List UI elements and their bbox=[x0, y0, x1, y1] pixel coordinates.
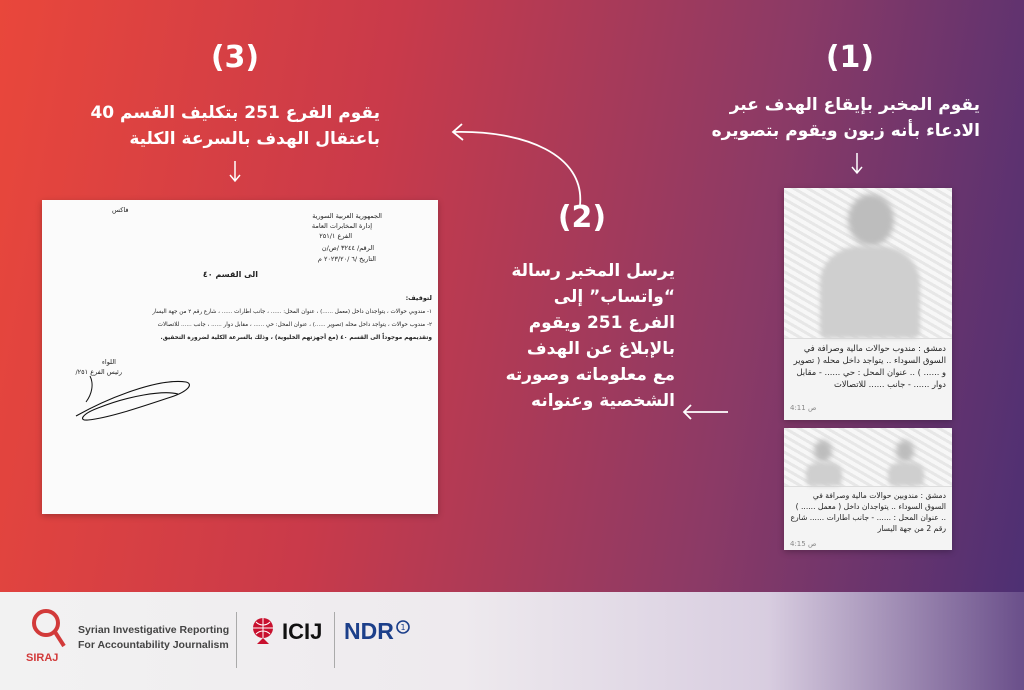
step-1-number: (1) bbox=[825, 40, 875, 75]
step-2-text: يرسل المخبر رسالة “واتساب” إلى الفرع 251 ويقوم بالإبلاغ عن الهدف مع معلوماته وصورته الشخصية وعنوانه bbox=[505, 261, 675, 411]
step-3-number: (3) bbox=[210, 40, 260, 75]
icij-logo: ICIJ bbox=[282, 619, 323, 644]
doc-header-line: الفرع ٢٥١/١ bbox=[319, 232, 352, 240]
curved-arrow-icon bbox=[445, 110, 595, 210]
ndr-emblem-icon bbox=[396, 620, 410, 634]
partners-footer bbox=[0, 592, 1024, 690]
doc-subject: لتوقيف: bbox=[405, 294, 432, 302]
doc-date: التاريخ /٦ /٢٠٢٣/٢٠ م bbox=[317, 255, 376, 263]
blurred-person bbox=[888, 462, 924, 486]
siraj-name-line-1: Syrian Investigative Reporting bbox=[78, 624, 230, 636]
footer-divider bbox=[334, 612, 335, 668]
arrow-down-icon bbox=[850, 152, 864, 176]
arrow-left-icon bbox=[680, 402, 730, 422]
doc-rank: اللواء bbox=[101, 358, 116, 366]
blurred-face bbox=[848, 194, 894, 246]
step-2-number: (2) bbox=[557, 200, 607, 235]
svg-text:1: 1 bbox=[400, 623, 406, 632]
doc-header-line: إدارة المخابرات العامة bbox=[311, 222, 372, 230]
doc-signer: رئيس الفرع ٢٥١/ bbox=[75, 368, 122, 376]
step-1-text: يقوم المخبر بإيقاع الهدف عبر الادعاء بأنه زبون ويقوم بتصويره bbox=[711, 95, 980, 141]
blurred-face bbox=[814, 440, 832, 462]
magnifier-pen-icon bbox=[28, 606, 68, 650]
message-caption: دمشق : مندوبين حوالات مالية وصرافة في السوق السوداء .. يتواجدان داخل ( معمل ...... ) .. عنوان المحل : ...... - جانب اطارات ...... شارع رقم 2 من جهة اليسار bbox=[790, 491, 946, 533]
target-photos bbox=[784, 428, 952, 487]
doc-recipient: الى القسم ٤٠ bbox=[202, 270, 258, 279]
doc-header-line: الجمهورية العربية السورية bbox=[312, 212, 382, 220]
whatsapp-message-2 bbox=[784, 428, 952, 550]
doc-line-1: ١- مندوبي حوالات ، يتواجدان داخل (معمل ......) ، عنوان المحل: ...... ، جانب اطارات ...... ، شارع رقم ٢ من جهة اليسار bbox=[152, 309, 432, 315]
step-3-text: يقوم الفرع 251 بتكليف القسم 40 باعتقال الهدف بالسرعة الكلية bbox=[90, 103, 380, 149]
doc-ref: الرقم/ ٣٢٤٤ /ص/ن bbox=[321, 244, 374, 252]
doc-line-2: ٢- مندوب حوالات ، يتواجد داخل محله (تصوير ......) ، عنوان المحل: حي ...... ، مقابل دوار ...... ، جانب ...... للاتصالات bbox=[157, 322, 432, 328]
siraj-name-line-2: For Accountability Journalism bbox=[78, 639, 229, 651]
siraj-logo: SIRAJ bbox=[26, 652, 59, 664]
blurred-person bbox=[806, 462, 842, 486]
message-time: 4:11 ص bbox=[790, 404, 817, 412]
message-time: 4:15 ص bbox=[790, 540, 817, 548]
doc-fax-label: فاكس bbox=[112, 206, 129, 214]
whatsapp-message-1 bbox=[784, 188, 952, 420]
arrest-order-document bbox=[42, 200, 438, 514]
globe-icon bbox=[250, 616, 276, 650]
doc-line-3: وتقديمهم موجوداً الى القسم ٤٠ (مع أجهزتهم الخليوية) ، وذلك بالسرعة الكلية لضرورة التحقيق. bbox=[160, 335, 432, 341]
arrow-down-icon bbox=[228, 160, 242, 184]
ndr-logo: NDR bbox=[344, 618, 394, 644]
blurred-face bbox=[896, 440, 914, 462]
blurred-person bbox=[820, 246, 920, 338]
message-caption: دمشق : مندوب حوالات مالية وصرافة في السوق السوداء .. يتواجد داخل محله ( تصوير و ...... ) .. عنوان المحل : حي ...... - مقابل دوار ...... - جانب ...... للاتصالات bbox=[793, 343, 946, 389]
target-photo bbox=[784, 188, 952, 339]
footer-divider bbox=[236, 612, 237, 668]
signature-icon bbox=[68, 368, 198, 428]
